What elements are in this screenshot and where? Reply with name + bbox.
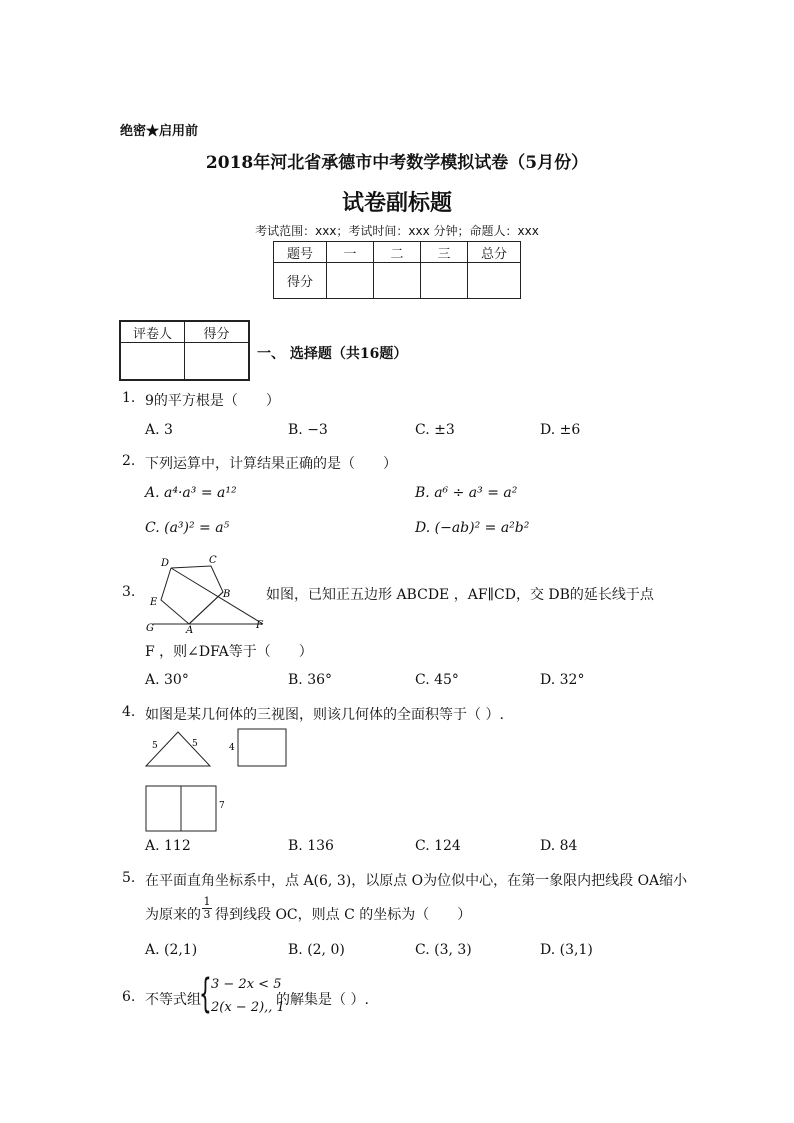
pentagon-figure: [143, 552, 265, 634]
fraction-numerator: 1: [203, 895, 211, 908]
figure-label-b: B: [223, 589, 231, 600]
question-number: 4.: [122, 704, 136, 720]
question-number: 2.: [122, 453, 136, 469]
option-d: D. 32°: [540, 672, 585, 688]
figure-label-f: F: [256, 620, 263, 631]
question-number: 3.: [122, 584, 136, 600]
option-c: C. ±3: [415, 422, 455, 438]
score-cell: [327, 263, 374, 299]
exam-subtitle: 试卷副标题: [341, 190, 452, 216]
score-table: [273, 241, 521, 299]
fraction: [202, 896, 212, 921]
question-stem-cont: 得到线段 OC，则点 C 的坐标为（ ）: [215, 907, 472, 923]
grader-table: [119, 320, 250, 381]
dimension-label: 5: [152, 741, 158, 751]
score-cell: [421, 263, 468, 299]
option-d: D. (−ab)² = a²b²: [415, 520, 530, 536]
grader-score-cell: [185, 343, 250, 381]
option-b: B. (2, 0): [288, 942, 345, 958]
question-number: 6.: [122, 989, 136, 1005]
section-heading: 一、 选择题（共16题）: [257, 346, 408, 362]
grader-header: 评卷人: [120, 321, 185, 343]
question-stem-cont: F ，则∠DFA等于（ ）: [145, 644, 313, 660]
option-c: C. (a³)² = a⁵: [145, 520, 230, 536]
question-number: 1.: [122, 390, 136, 406]
question-stem: 如图是某几何体的三视图，则该几何体的全面积等于（ ）.: [145, 707, 504, 723]
score-cell: [468, 263, 521, 299]
option-c: C. (3, 3): [415, 942, 472, 958]
confidential-mark: 绝密★启用前: [120, 124, 199, 139]
option-c: C. 45°: [415, 672, 459, 688]
grader-cell: [120, 343, 185, 381]
score-row-label: 得分: [274, 263, 327, 299]
option-a: A. 112: [145, 838, 191, 854]
question-stem: 在平面直角坐标系中，点 A(6, 3)，以原点 O为位似中心，在第一象限内把线段 OA缩小: [145, 873, 688, 889]
option-a: A. (2,1): [145, 942, 198, 958]
brace-symbol: {: [199, 971, 212, 1017]
figure-label-a: A: [186, 625, 194, 634]
option-a: A. 30°: [145, 672, 189, 688]
score-header-cell: 一: [327, 242, 374, 263]
score-header-cell: 二: [374, 242, 421, 263]
option-b: B. 36°: [288, 672, 333, 688]
question-stem: 下列运算中，计算结果正确的是（ ）: [145, 456, 397, 472]
option-b: B. 136: [288, 838, 334, 854]
question-stem: 如图，已知正五边形 ABCDE ，AF∥CD，交 DB的延长线于点: [266, 587, 654, 603]
inequality-1: 3 − 2x < 5: [211, 977, 282, 992]
three-view-figure: [140, 724, 300, 836]
score-header-cell: 题号: [274, 242, 327, 263]
question-stem-cont: 为原来的: [145, 907, 201, 923]
figure-label-c: C: [209, 555, 217, 566]
option-d: D. (3,1): [540, 942, 593, 958]
fraction-denominator: 3: [203, 908, 211, 921]
exam-info: 考试范围：xxx；考试时间：xxx 分钟；命题人：xxx: [255, 224, 539, 238]
score-cell: [374, 263, 421, 299]
option-d: D. 84: [540, 838, 578, 854]
option-b: B. a⁶ ÷ a³ = a²: [415, 485, 518, 501]
exam-title: 2018年河北省承德市中考数学模拟试卷（5月份）: [205, 153, 589, 173]
dimension-label: 4: [229, 743, 235, 753]
score-header-cell: 总分: [468, 242, 521, 263]
question-stem: 不等式组: [145, 992, 201, 1008]
option-c: C. 124: [415, 838, 461, 854]
option-d: D. ±6: [540, 422, 581, 438]
grader-score-header: 得分: [185, 321, 250, 343]
option-a: A. 3: [145, 422, 173, 438]
figure-label-g: G: [146, 623, 154, 634]
figure-label-e: E: [150, 597, 158, 608]
inequality-2: 2(x − 2),, 1: [211, 1000, 285, 1015]
question-stem-cont: 的解集是（ ）.: [276, 992, 369, 1008]
figure-label-d: D: [161, 558, 170, 569]
option-a: A. a⁴·a³ = a¹²: [145, 485, 237, 501]
score-header-cell: 三: [421, 242, 468, 263]
option-b: B. −3: [288, 422, 328, 438]
question-number: 5.: [122, 870, 136, 886]
dimension-label: 7: [219, 801, 225, 811]
dimension-label: 5: [192, 739, 198, 749]
question-stem: 9的平方根是（ ）: [145, 393, 280, 409]
